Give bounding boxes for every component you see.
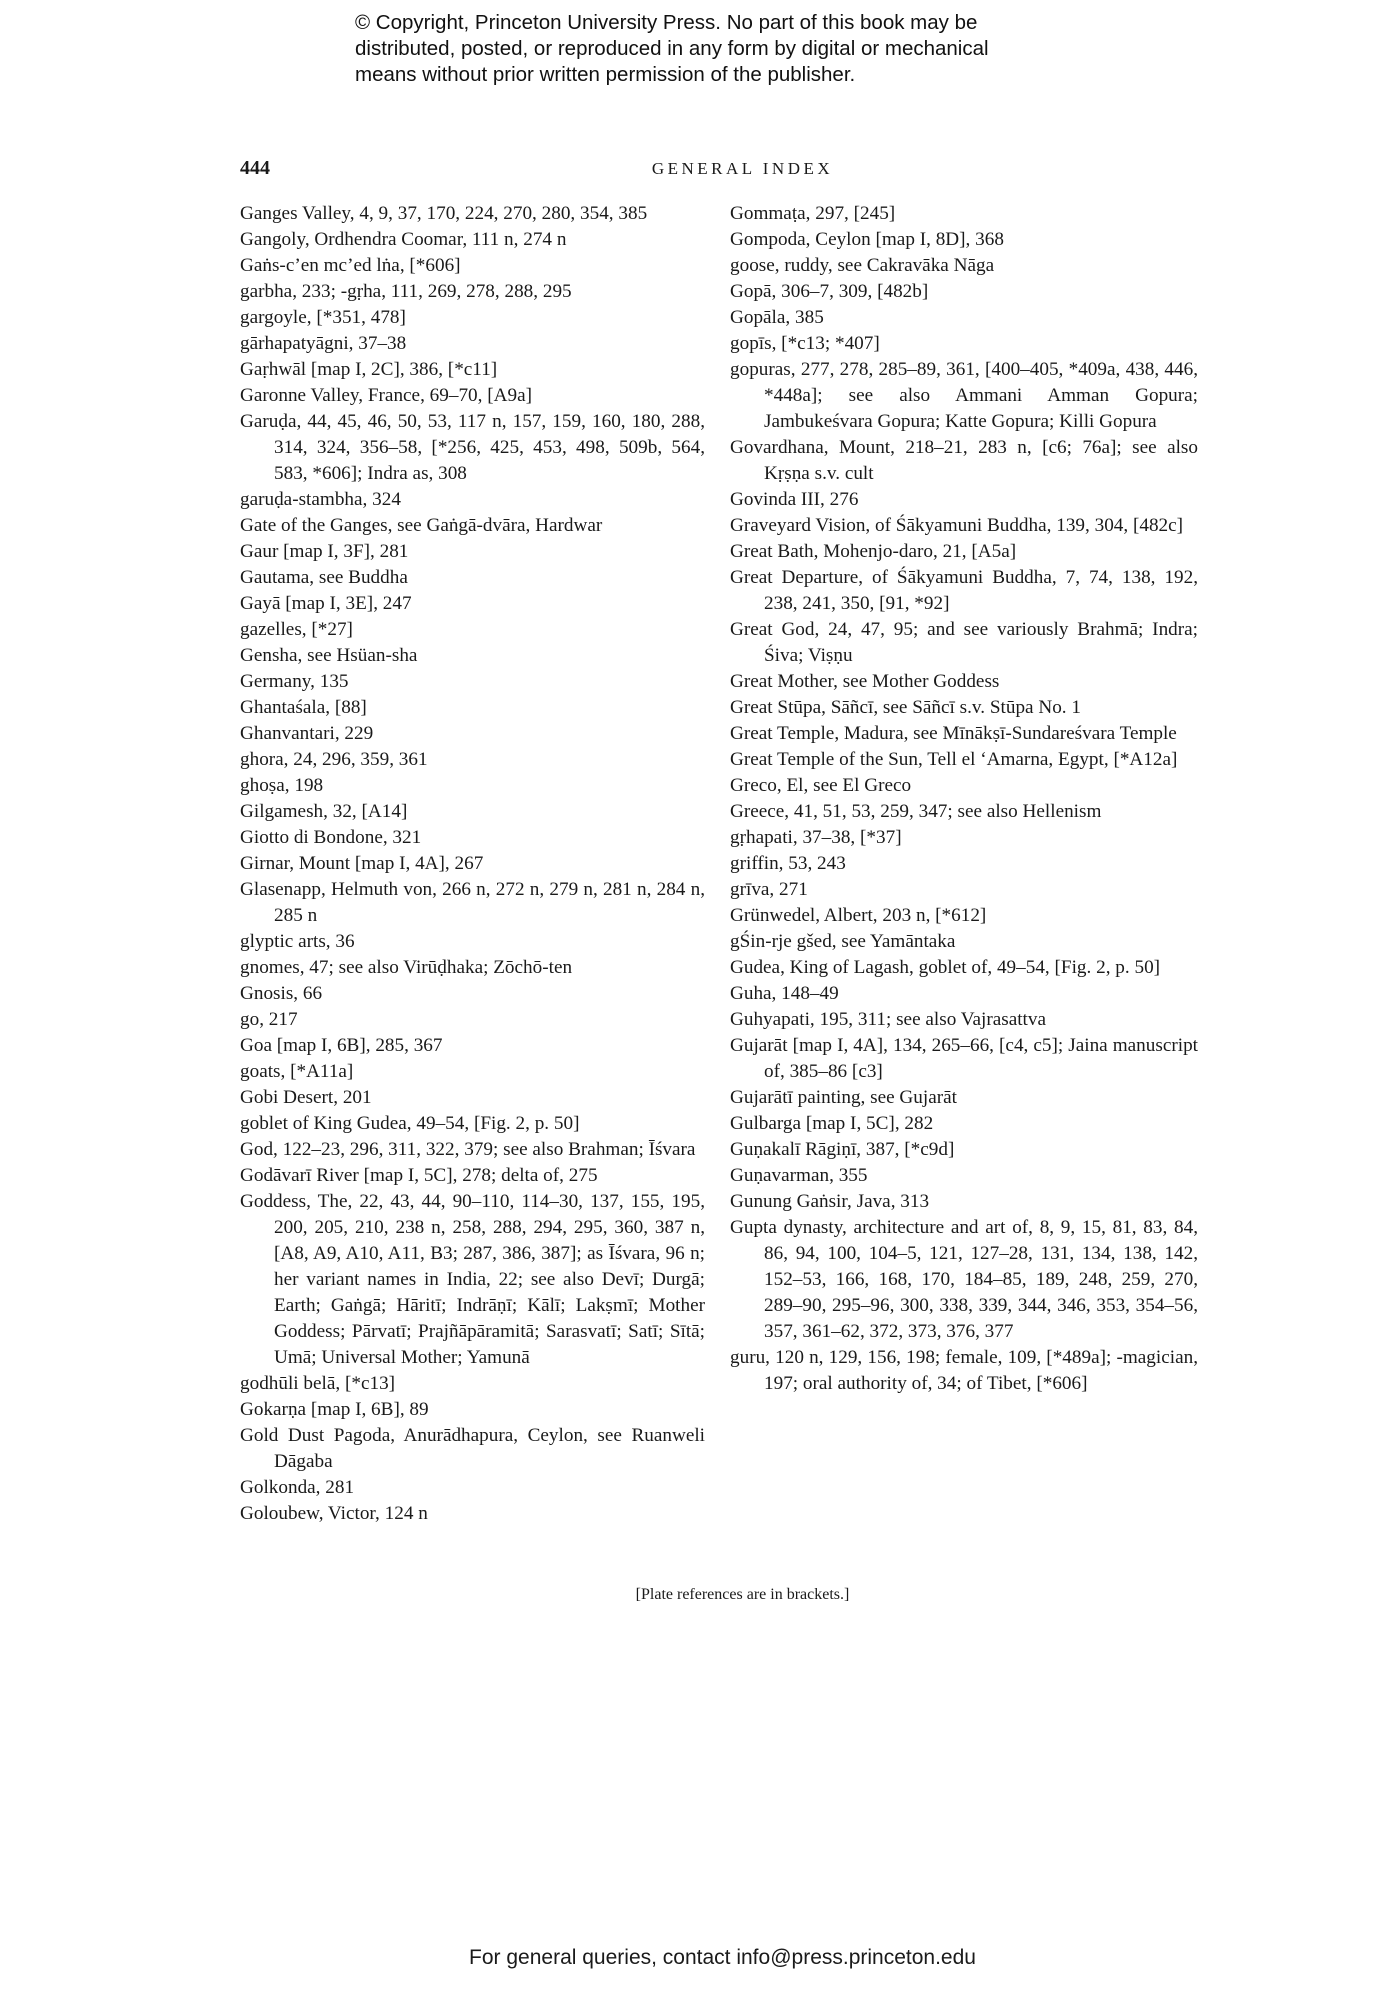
index-entry: Gensha, see Hsüan-sha — [240, 645, 418, 666]
index-entry: Great Departure, of Śākyamuni Buddha, 7, 74, 138, 192, 238, 241, 350, [91, *92] — [730, 567, 1198, 614]
index-entry: Gautama, see Buddha — [240, 567, 408, 588]
index-entry: Guha, 148–49 — [730, 983, 839, 1004]
index-entry: Great Stūpa, Sāñcī, see Sāñcī s.v. Stūpa No. 1 — [730, 697, 1081, 718]
index-entry: gazelles, [*27] — [240, 619, 353, 640]
index-entry: Great Bath, Mohenjo-daro, 21, [A5a] — [730, 541, 1017, 562]
index-entry: Garonne Valley, France, 69–70, [A9a] — [240, 385, 532, 406]
index-entry: garuḍa-stambha, 324 — [240, 489, 401, 510]
index-entry: Gupta dynasty, architecture and art of, 8, 9, 15, 81, 83, 84, 86, 94, 100, 104–5, 121, 127–28, 131, 134, 138, 142, 152–53, 166, 168, 170, 184–85, 189, 248, 259, 270, 289–90, 295–96, 300, 338, 339, 344, 346, 353, 354–56, 357, 361–62, 372, 373, 376, 377 — [730, 1217, 1198, 1342]
index-entry: guru, 120 n, 129, 156, 198; female, 109, [*489a]; -magician, 197; oral authority of, 34; of Tibet, [*606] — [730, 1347, 1198, 1394]
index-entry: Ganges Valley, 4, 9, 37, 170, 224, 270, 280, 354, 385 — [240, 203, 648, 224]
index-entry: Golkonda, 281 — [240, 1477, 355, 1498]
index-entry: Guṇavarman, 355 — [730, 1165, 868, 1186]
index-entry: Gopā, 306–7, 309, [482b] — [730, 281, 929, 302]
index-entry: goblet of King Gudea, 49–54, [Fig. 2, p. 50] — [240, 1113, 580, 1134]
index-entry: Govardhana, Mount, 218–21, 283 n, [c6; 76a]; see also Kṛṣṇa s.v. cult — [730, 437, 1198, 484]
index-entry: Gaur [map I, 3F], 281 — [240, 541, 409, 562]
index-entry: Gaṛhwāl [map I, 2C], 386, [*c11] — [240, 359, 498, 380]
index-entry: garbha, 233; -gṛha, 111, 269, 278, 288, 295 — [240, 281, 572, 302]
page-number: 444 — [240, 157, 270, 179]
index-entry: Gujarāt [map I, 4A], 134, 265–66, [c4, c5]; Jaina manuscript of, 385–86 [c3] — [730, 1035, 1198, 1082]
index-entry: glyptic arts, 36 — [240, 931, 355, 952]
index-entry: Glasenapp, Helmuth von, 266 n, 272 n, 279 n, 281 n, 284 n, 285 n — [240, 879, 705, 926]
index-entry: godhūli belā, [*c13] — [240, 1373, 396, 1394]
index-entry: Grünwedel, Albert, 203 n, [*612] — [730, 905, 987, 926]
index-entry: Garuḍa, 44, 45, 46, 50, 53, 117 n, 157, 159, 160, 180, 288, 314, 324, 356–58, [*256, 425, 453, 498, 509b, 564, 583, *606]; Indra as, 308 — [240, 411, 705, 484]
index-entry: Gobi Desert, 201 — [240, 1087, 372, 1108]
index-entry: Guṇakalī Rāgiṇī, 387, [*c9d] — [730, 1139, 955, 1160]
index-entry: griffin, 53, 243 — [730, 853, 846, 874]
index-entry: Gate of the Ganges, see Gaṅgā-dvāra, Hardwar — [240, 515, 603, 536]
index-entry: Gnosis, 66 — [240, 983, 323, 1004]
index-entry: gargoyle, [*351, 478] — [240, 307, 406, 328]
index-entry: ghora, 24, 296, 359, 361 — [240, 749, 428, 770]
index-entry: Goa [map I, 6B], 285, 367 — [240, 1035, 443, 1056]
contact-footer: For general queries, contact info@press.princeton.edu — [469, 1946, 976, 1969]
index-entry: gopīs, [*c13; *407] — [730, 333, 880, 354]
index-entry: Guhyapati, 195, 311; see also Vajrasattva — [730, 1009, 1046, 1030]
index-entry: Germany, 135 — [240, 671, 349, 692]
index-entry: Gudea, King of Lagash, goblet of, 49–54, [Fig. 2, p. 50] — [730, 957, 1161, 978]
running-head: GENERAL INDEX — [651, 159, 834, 178]
index-entry: Gompoda, Ceylon [map I, 8D], 368 — [730, 229, 1004, 250]
index-entry: grīva, 271 — [730, 879, 808, 900]
index-entry: Gommaṭa, 297, [245] — [730, 203, 896, 224]
index-entry: Gunung Gaṅsir, Java, 313 — [730, 1191, 930, 1212]
index-entry: Ghanvantari, 229 — [240, 723, 374, 744]
index-entry: Giotto di Bondone, 321 — [240, 827, 422, 848]
index-entry: gṛhapati, 37–38, [*37] — [730, 827, 902, 848]
index-entry: Gopāla, 385 — [730, 307, 824, 328]
index-entry: goats, [*A11a] — [240, 1061, 354, 1082]
index-entry: Goloubew, Victor, 124 n — [240, 1503, 428, 1524]
index-entry: gārhapatyāgni, 37–38 — [240, 333, 407, 354]
index-entry: Ghantaśala, [88] — [240, 697, 367, 718]
plate-reference-note: [Plate references are in brackets.] — [635, 1586, 850, 1603]
index-entry: Godāvarī River [map I, 5C], 278; delta of, 275 — [240, 1165, 598, 1186]
index-entry: Gulbarga [map I, 5C], 282 — [730, 1113, 934, 1134]
index-entry: Gaṅs-c’en mc’ed lṅa, [*606] — [240, 255, 461, 276]
index-entry: Gilgamesh, 32, [A14] — [240, 801, 408, 822]
index-entry: Graveyard Vision, of Śākyamuni Buddha, 139, 304, [482c] — [730, 515, 1184, 536]
index-entry: gnomes, 47; see also Virūḍhaka; Zōchō-ten — [240, 957, 573, 978]
index-entry: Goddess, The, 22, 43, 44, 90–110, 114–30, 137, 155, 195, 200, 205, 210, 238 n, 258, 288, 294, 295, 360, 387 n, [A8, A9, A10, A11, B3; 287, 386, 387]; as Īśvara, 96 n; her variant names in India, 22; see also Devī; Durgā; Earth; Gaṅgā; Hāritī; Indrāṇī; Kālī; Lakṣmī; Mother Goddess; Pārvatī; Prajñāpāramitā; Sarasvatī; Satī; Sītā; Umā; Universal Mother; Yamunā — [240, 1191, 705, 1368]
index-entry: gŚin-rje gšed, see Yamāntaka — [730, 931, 956, 952]
index-entry: Gangoly, Ordhendra Coomar, 111 n, 274 n — [240, 229, 567, 250]
index-column-right — [730, 201, 1198, 1397]
copyright-line: distributed, posted, or reproduced in any form by digital or mechanical — [355, 37, 989, 60]
index-entry: Greco, El, see El Greco — [730, 775, 912, 796]
index-column-left — [240, 201, 705, 1527]
index-entry: Girnar, Mount [map I, 4A], 267 — [240, 853, 484, 874]
index-entry: go, 217 — [240, 1009, 298, 1030]
index-entry: Great Mother, see Mother Goddess — [730, 671, 1000, 692]
index-entry: gopuras, 277, 278, 285–89, 361, [400–405, *409a, 438, 446, *448a]; see also Ammani Amman Gopura; Jambukeśvara Gopura; Katte Gopura; Killi Gopura — [730, 359, 1198, 432]
index-entry: goose, ruddy, see Cakravāka Nāga — [730, 255, 995, 276]
index-entry: Great God, 24, 47, 95; and see variously Brahmā; Indra; Śiva; Viṣṇu — [730, 619, 1198, 666]
index-entry: Gayā [map I, 3E], 247 — [240, 593, 412, 614]
copyright-line: means without prior written permission of the publisher. — [355, 63, 856, 86]
index-entry: Great Temple, Madura, see Mīnākṣī-Sundareśvara Temple — [730, 723, 1177, 744]
index-entry: God, 122–23, 296, 311, 322, 379; see also Brahman; Īśvara — [240, 1139, 696, 1160]
index-entry: Govinda III, 276 — [730, 489, 859, 510]
index-entry: Greece, 41, 51, 53, 259, 347; see also Hellenism — [730, 801, 1102, 822]
index-entry: Gold Dust Pagoda, Anurādhapura, Ceylon, see Ruanweli Dāgaba — [240, 1425, 705, 1472]
index-entry: Gokarṇa [map I, 6B], 89 — [240, 1399, 429, 1420]
copyright-line: © Copyright, Princeton University Press. No part of this book may be — [355, 11, 978, 34]
index-entry: Gujarātī painting, see Gujarāt — [730, 1087, 957, 1108]
copyright-notice — [355, 10, 1115, 88]
index-entry: Great Temple of the Sun, Tell el ‘Amarna, Egypt, [*A12a] — [730, 749, 1178, 770]
index-entry: ghoṣa, 198 — [240, 775, 324, 796]
